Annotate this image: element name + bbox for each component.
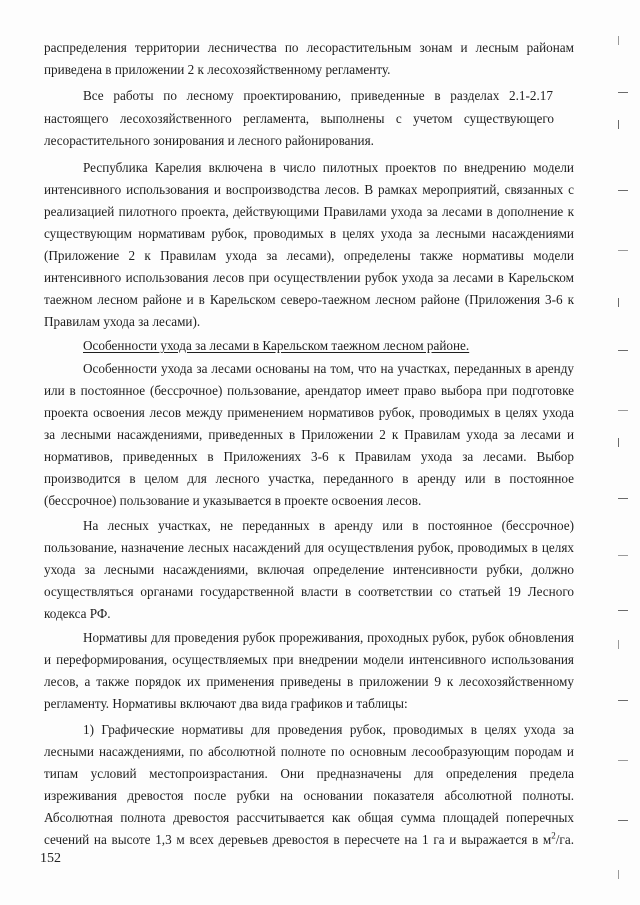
- text-line: настоящего лесохозяйственного регламента, выполнены с учетом существующего: [44, 111, 554, 126]
- section-heading: Особенности ухода за лесами в Карельском таежном лесном районе.: [83, 338, 470, 353]
- text-line-last: [44, 832, 574, 848]
- text-line: типам условий местопроизрастания. Они предназначены для определения предела: [44, 766, 574, 781]
- text-line: Особенности ухода за лесами основаны на том, что на участках, переданных в аренду: [83, 361, 574, 376]
- text-line: существующим нормативам рубок, проводимых в целях ухода за лесными насаждениями: [44, 226, 574, 241]
- scan-mark: [618, 760, 628, 761]
- scan-mark: [618, 298, 619, 307]
- text-line: регламенту. Нормативы включают два вида графиков и таблицы:: [44, 696, 408, 711]
- text-line: таежном лесном районе и в Карельском северо-таежном лесном районе (Приложения 3-6 к: [44, 292, 574, 307]
- scan-mark: [618, 190, 628, 191]
- scan-mark: [618, 250, 628, 251]
- text-line: (бессрочное) пользование и указывается в проекте освоения лесов.: [44, 493, 422, 508]
- scan-mark: [618, 700, 628, 701]
- page-number: 152: [40, 851, 61, 866]
- scan-mark: [618, 610, 628, 611]
- scan-mark: [618, 555, 628, 556]
- text-line: осуществляться органами государственной власти в соответствии со статьей 19 Лесного: [44, 584, 574, 599]
- text-line: Республика Карелия включена в число пилотных проектов по внедрению модели: [83, 160, 574, 175]
- text-line: лесов, а также порядок их применения приведены в приложении 9 к лесохозяйственному: [44, 674, 574, 689]
- text-line: (Приложение 2 к Правилам ухода за лесами), определены также нормативы модели: [44, 248, 574, 263]
- text-line: распределения территории лесничества по лесорастительным зонам и лесным районам: [44, 40, 574, 55]
- scan-mark: [618, 350, 628, 351]
- scan-mark: [618, 498, 628, 499]
- text-line: или в постоянное (бессрочное) пользование, арендатор имеет право выбора при подготовке: [44, 383, 574, 398]
- text-line: Абсолютная полнота древостоя рассчитывается как общая сумма площадей поперечных: [44, 810, 574, 825]
- scan-mark: [618, 120, 619, 129]
- last-line-end-text: /га.: [555, 832, 574, 847]
- text-line: приведена в приложении 2 к лесохозяйственному регламенту.: [44, 62, 391, 77]
- text-line: Нормативы для проведения рубок прореживания, проходных рубок, рубок обновления: [83, 630, 574, 645]
- text-line: кодекса РФ.: [44, 606, 111, 621]
- text-line: лесорастительного зонирования и лесного районирования.: [44, 133, 374, 148]
- text-line: и переформирования, осуществляемых при внедрении модели интенсивного использования: [44, 652, 574, 667]
- text-line: На лесных участках, не переданных в аренду или в постоянное (бессрочное): [83, 518, 574, 533]
- text-line: изреживания древостоя после рубки на основании показателя абсолютной полноты.: [44, 788, 574, 803]
- text-line: за лесными насаждениями, приведенных в Приложении 2 к Правилам ухода за лесами и: [44, 427, 574, 442]
- scan-mark: [618, 640, 619, 649]
- text-line: реализацией пилотного проекта, действующими Правилами ухода за лесами в дополнение к: [44, 204, 574, 219]
- text-line: ухода за лесными насаждениями, включая определение интенсивности рубки, должно: [44, 562, 574, 577]
- text-line: проекта освоения лесов между применением нормативов рубок, проводимых в целях ухода: [44, 405, 574, 420]
- scan-mark: [618, 820, 628, 821]
- scan-mark: [618, 36, 619, 45]
- text-line: лесными насаждениями, по абсолютной полноте по основным лесообразующим породам и: [44, 744, 574, 759]
- text-line: 1) Графические нормативы для проведения рубок, проводимых в целях ухода за: [83, 722, 574, 737]
- scan-mark: [618, 410, 628, 411]
- text-line: Правилам ухода за лесами).: [44, 314, 201, 329]
- scan-mark: [618, 870, 619, 879]
- scan-mark: [618, 92, 628, 93]
- text-line: производится в целом для лесного участка, переданного в аренду или в постоянное: [44, 471, 574, 486]
- text-line: Все работы по лесному проектированию, приведенные в разделах 2.1-2.17: [83, 88, 553, 103]
- text-line: нормативов, приведенных в Приложениях 3-6 к Правилам ухода за лесами. Выбор: [44, 449, 574, 464]
- text-line: пользование, назначение лесных насаждений для осуществления рубок, проводимых в целях: [44, 540, 574, 555]
- last-line-main-text: сечений на высоте 1,3 м всех деревьев древостоя в пересчете на 1 га и выражается в м: [44, 832, 552, 847]
- text-line: интенсивного использования и воспроизводства лесов. В рамках мероприятий, связанных с: [44, 182, 574, 197]
- scan-mark: [618, 438, 619, 447]
- text-line: интенсивного использования лесов при осуществлении рубок ухода за лесами в Карельском: [44, 270, 574, 285]
- superscript: 2: [551, 830, 556, 841]
